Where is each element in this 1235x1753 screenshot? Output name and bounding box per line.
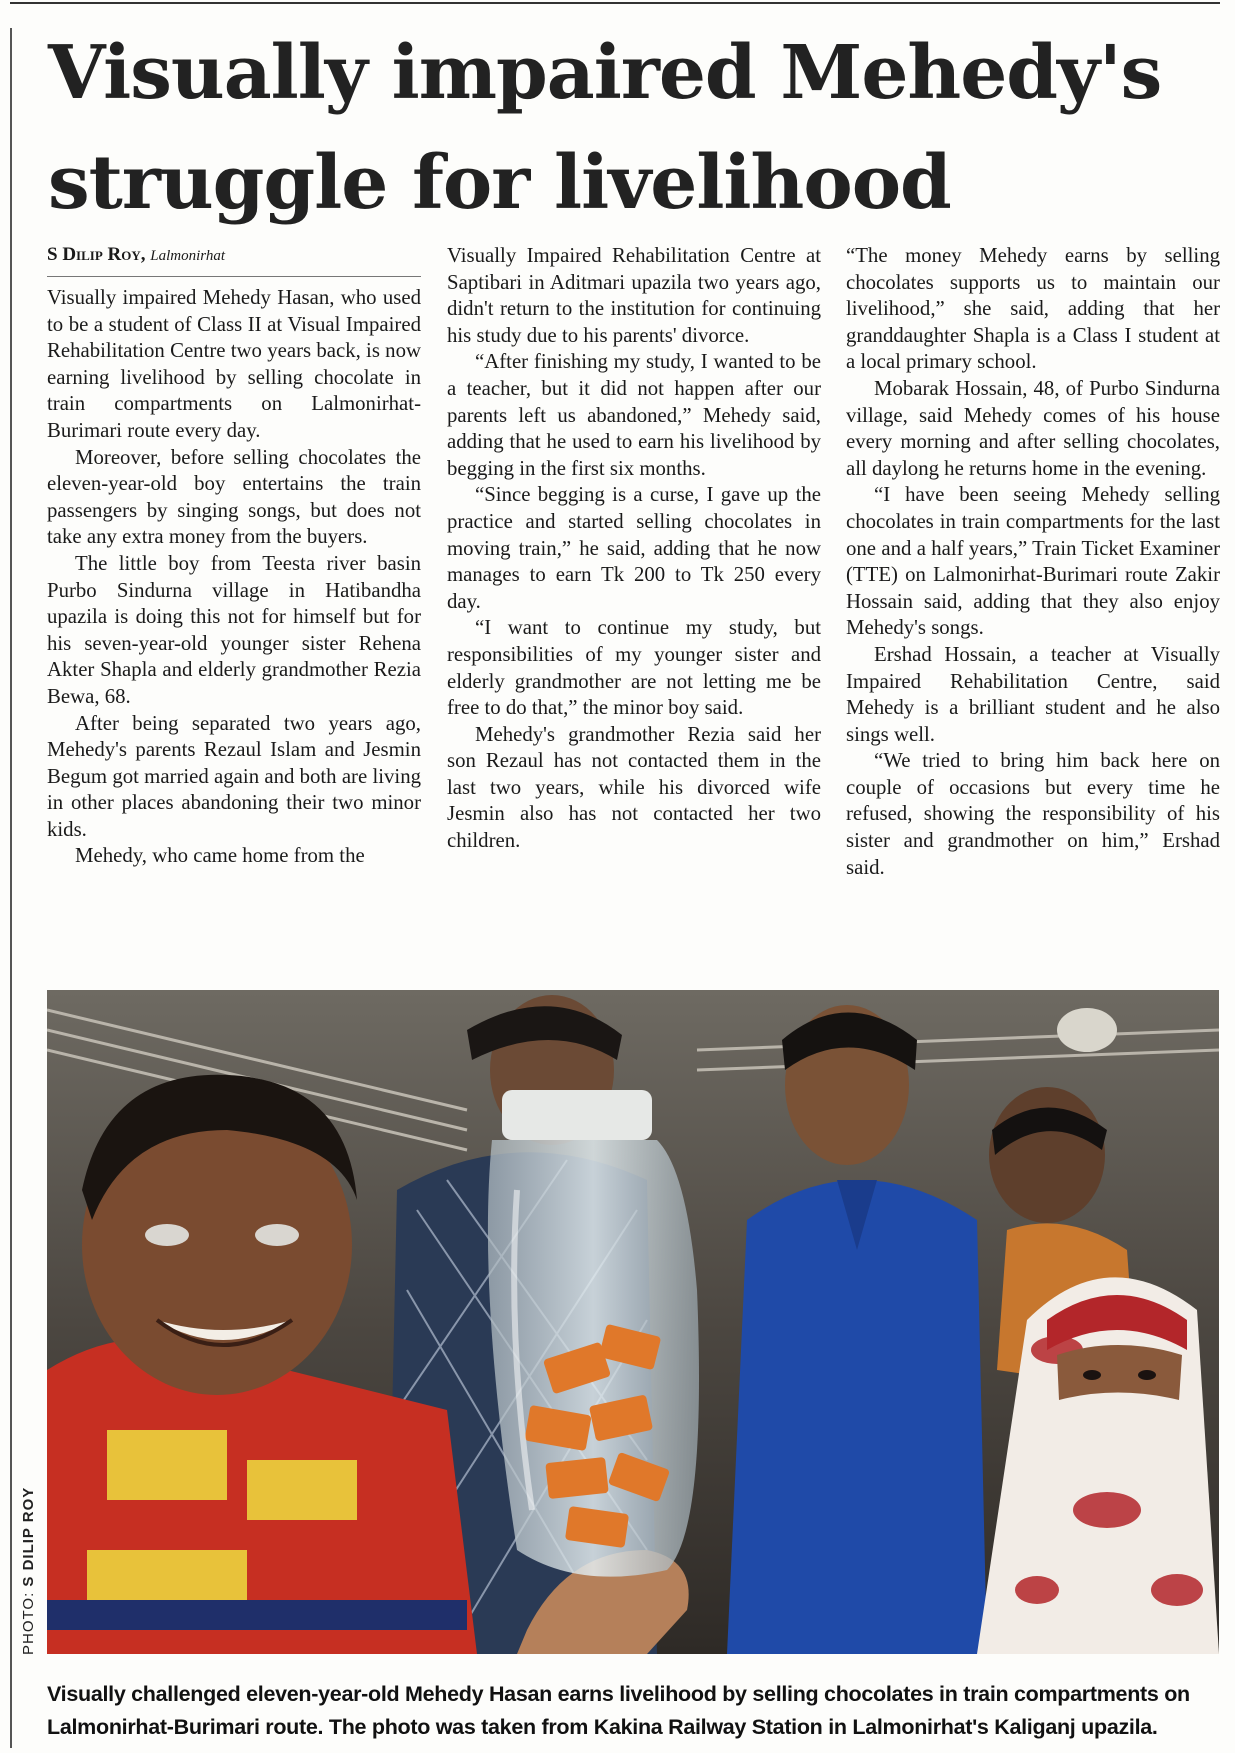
- article-paragraph: Mehedy, who came home from the: [75, 844, 365, 868]
- article-paragraph: Mehedy's grandmother Rezia said her son Rezaul has not contacted them in the last two years, while his divorced wife Jesmin also has not contacted her two children.: [447, 722, 821, 853]
- article-paragraph: The little boy from Teesta river basin Purbo Sindurna village in Hatibandha upazila is doing this not for himself but for his seven-year-old younger sister Rehena Akter Shapla and elderly grandmother Rezia Bewa, 68.: [47, 551, 421, 708]
- photo-credit-label: PHOTO:: [20, 1591, 37, 1655]
- photo-credit: [20, 1486, 40, 1655]
- headline-line-2: struggle for livelihood: [48, 140, 951, 226]
- article-paragraph: “Since begging is a curse, I gave up the practice and started selling chocolates in moving train,” he said, adding that he now manages to earn Tk 200 to Tk 250 every day.: [447, 483, 821, 613]
- article-paragraph: “We tried to bring him back here on couple of occasions but every time he refused, showing the responsibility of his sister and grandmother on him,” Ershad said.: [846, 749, 1220, 879]
- article-paragraph: “I want to continue my study, but responsibilities of my younger sister and elderly grandmother are not letting me be free to do that,” the minor boy said.: [447, 616, 821, 720]
- left-column-rule: [10, 28, 12, 1748]
- byline: [47, 243, 421, 277]
- photo-caption: Visually challenged eleven-year-old Mehedy Hasan earns livelihood by selling chocolates in train compartments on Lalmonirhat-Burimari route. The photo was taken from Kakina Railway Station in Lalmonirhat's Kaliganj upazila.: [47, 1682, 1190, 1739]
- headline: [48, 18, 1218, 238]
- chocolate-jar: [488, 1090, 699, 1577]
- article-paragraph: After being separated two years ago, Mehedy's parents Rezaul Islam and Jesmin Begum got married again and both are living in other places abandoning their two minor kids.: [47, 711, 421, 841]
- ceiling-lamp: [1057, 1008, 1117, 1052]
- article-paragraph: “I have been seeing Mehedy selling chocolates in train compartments for the last one and a half years,” Train Ticket Examiner (TTE) on Lalmonirhat-Burimari route Zakir Hossain said, adding that they also enjoy Mehedy's songs.: [846, 483, 1220, 640]
- article-paragraph: Visually impaired Mehedy Hasan, who used to be a student of Class II at Visual Impaired Rehabilitation Centre two years back, is now earning livelihood by selling chocolate in train compartments on Lalmonirhat-Burimari route every day.: [47, 286, 421, 442]
- byline-place: Lalmonirhat: [150, 248, 225, 264]
- article-paragraph: “The money Mehedy earns by selling chocolates supports us to maintain our livelihood,” she said, adding that her granddaughter Shapla is a Class I student at a local primary school.: [846, 244, 1220, 374]
- photo-credit-name: S DILIP ROY: [20, 1486, 37, 1587]
- article-paragraph: Ershad Hossain, a teacher at Visually Impaired Rehabilitation Centre, said Mehedy is a brilliant student and he also sings well.: [846, 642, 1220, 746]
- photo-illustration: [47, 990, 1219, 1654]
- byline-author: S Dilip Roy,: [47, 244, 146, 265]
- article-paragraph: “After finishing my study, I wanted to be a teacher, but it did not happen after our parents left us abandoned,” Mehedy said, adding that he used to earn his livelihood by begging in the first six months.: [447, 350, 821, 480]
- article-column-2: [447, 243, 821, 855]
- article-column-1: [47, 243, 421, 870]
- top-rule: [10, 2, 1220, 4]
- article-paragraph: Visually Impaired Rehabilitation Centre at Saptibari in Aditmari upazila two years ago, didn't return to the institution for continuing his study due to his parents' divorce.: [447, 244, 821, 347]
- news-photo: [47, 990, 1219, 1654]
- article-column-3: [846, 243, 1220, 881]
- article-paragraph: Moreover, before selling chocolates the eleven-year-old boy entertains the train passengers by singing songs, but does not take any extra money from the buyers.: [47, 445, 421, 549]
- article-paragraph: Mobarak Hossain, 48, of Purbo Sindurna village, said Mehedy comes of his house every morning and after selling chocolates, all daylong he returns home in the evening.: [846, 376, 1220, 480]
- headline-line-1: Visually impaired Mehedy's: [48, 30, 1162, 116]
